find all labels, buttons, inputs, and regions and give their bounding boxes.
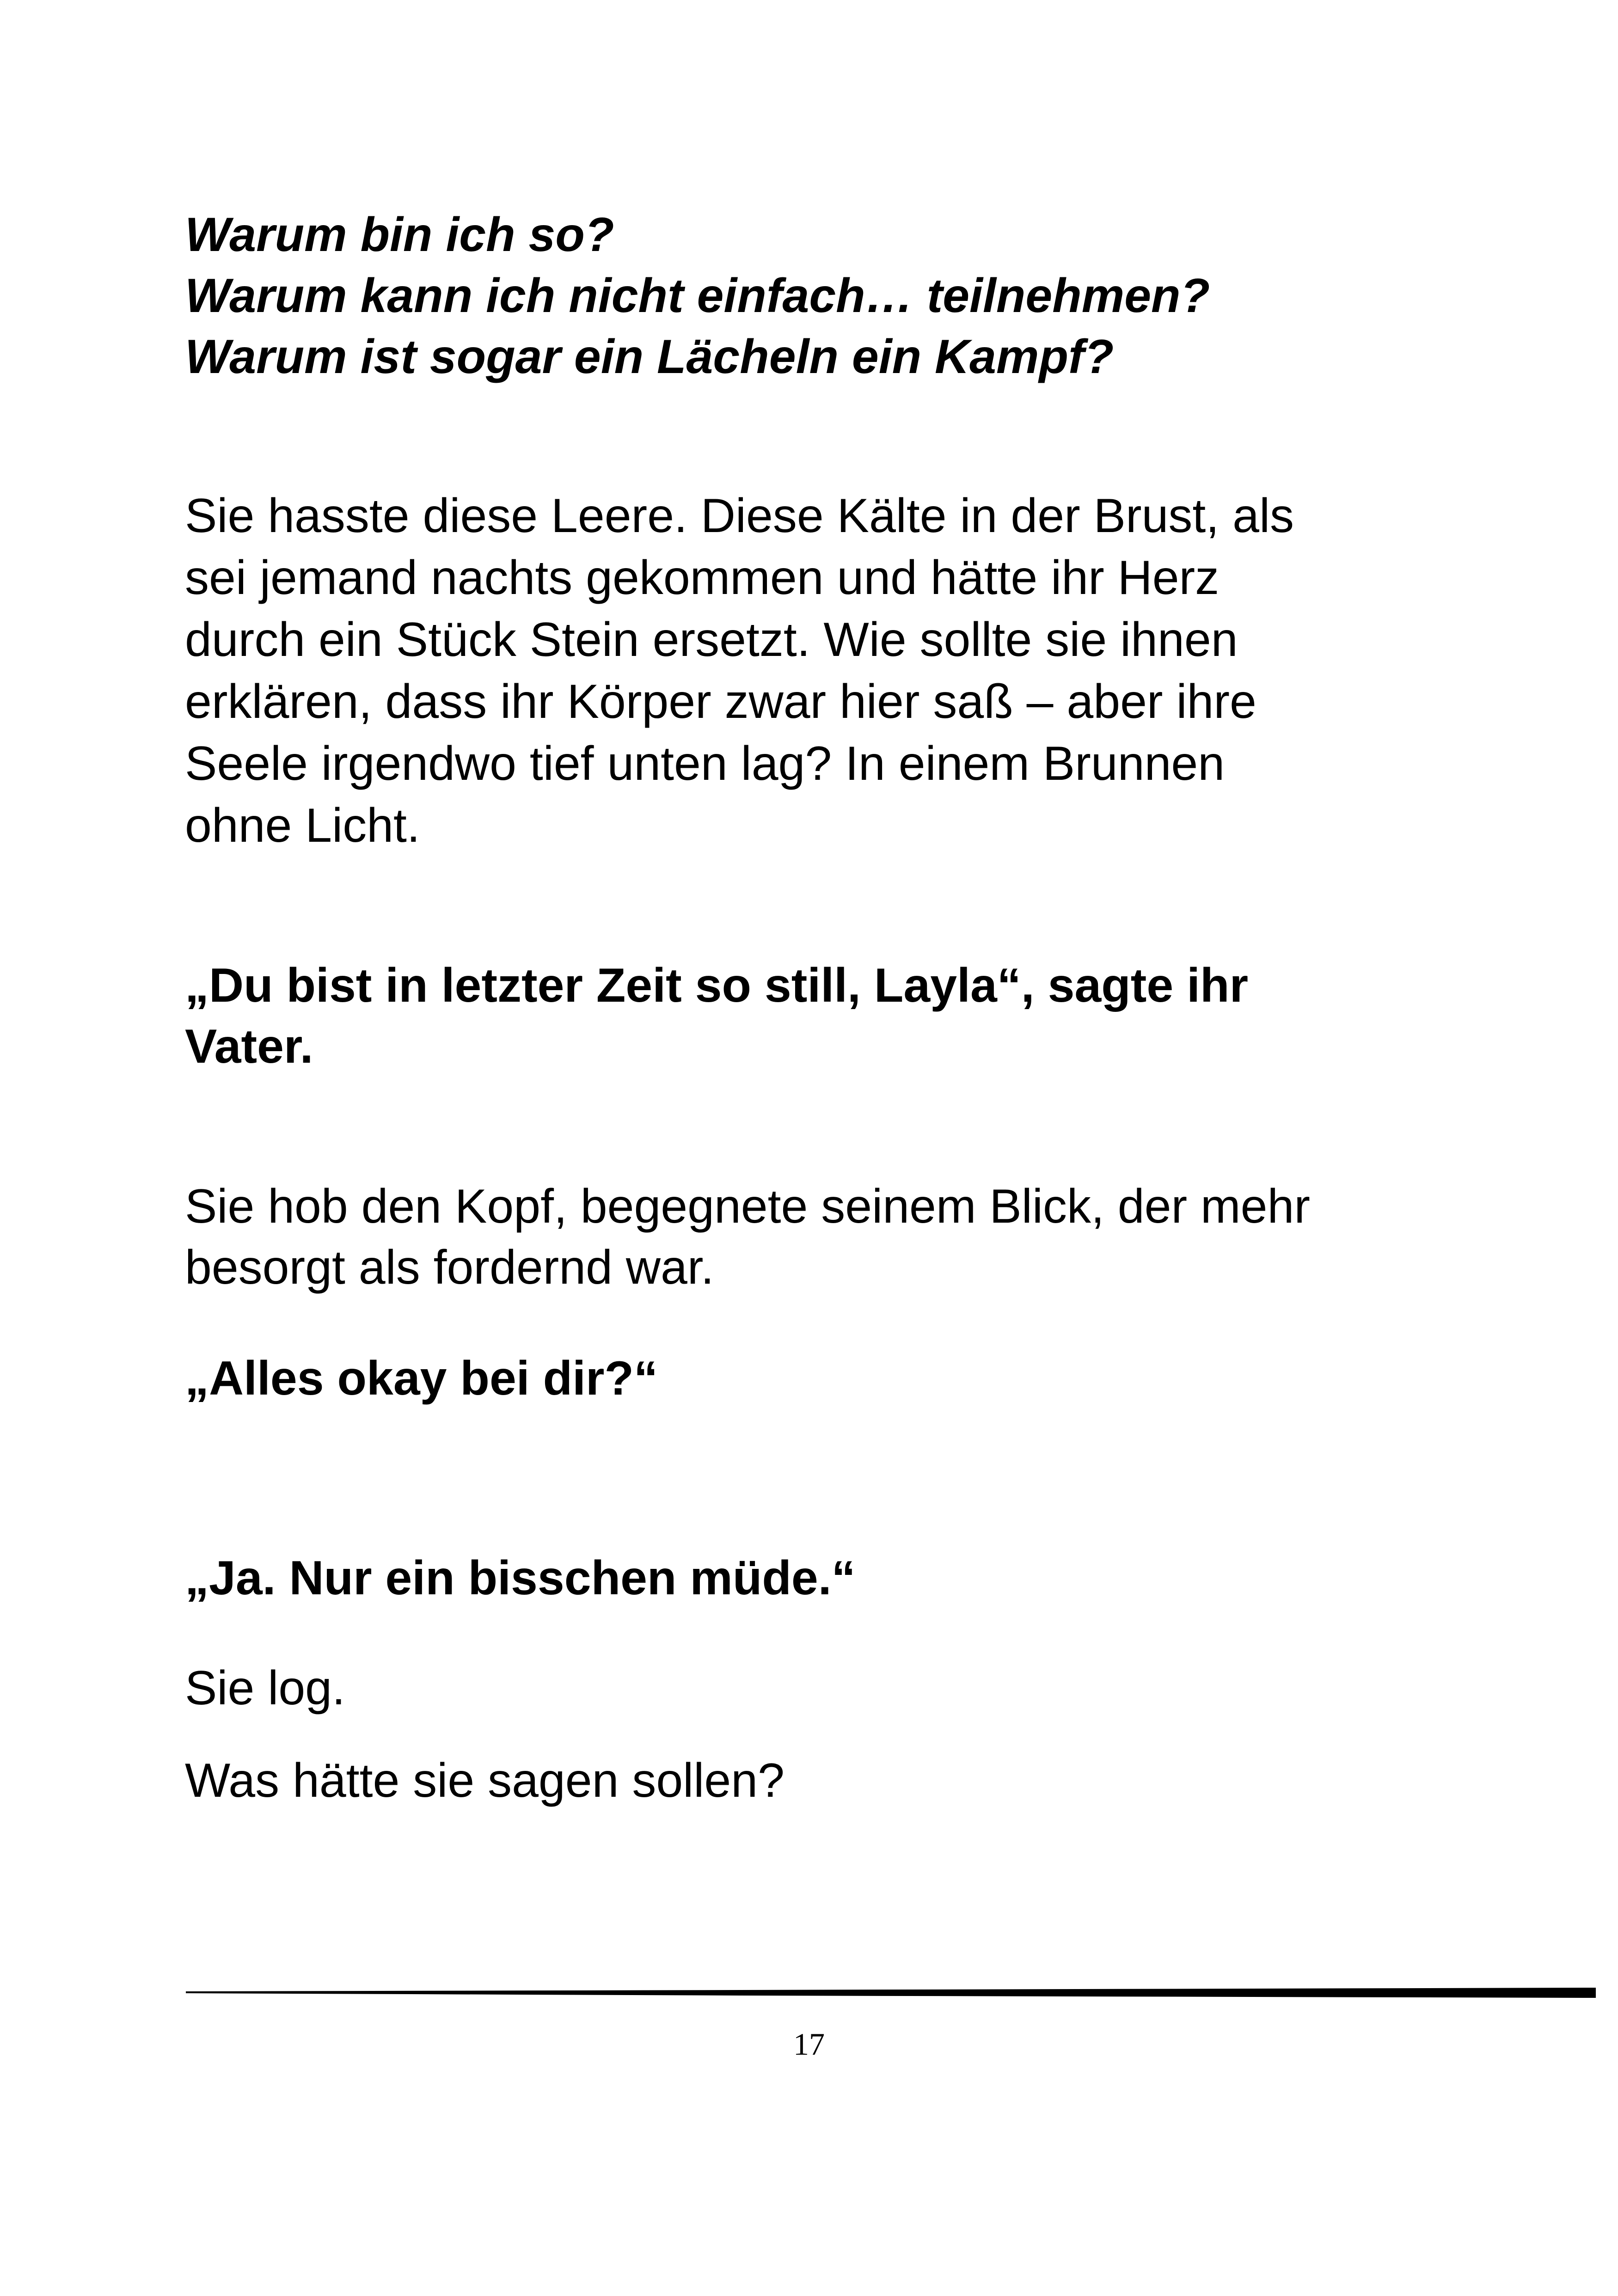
- dialogue-line: „Ja. Nur ein bisschen müde.“: [185, 1551, 856, 1605]
- closing-line: Sie log.: [185, 1661, 345, 1715]
- question-line: Warum kann ich nicht einfach… teilnehmen?: [185, 269, 1210, 323]
- paragraph-line: besorgt als fordernd war.: [185, 1241, 714, 1294]
- paragraph-line: Sie hasste diese Leere. Diese Kälte in der Brust, als: [185, 489, 1294, 543]
- dialogue-line: Vater.: [185, 1020, 313, 1073]
- paragraph-line: sei jemand nachts gekommen und hätte ihr Herz: [185, 551, 1220, 605]
- page-number: 17: [793, 2027, 825, 2062]
- paragraph-line: ohne Licht.: [185, 799, 420, 852]
- paragraph-line: durch ein Stück Stein ersetzt. Wie sollte sie ihnen: [185, 613, 1238, 667]
- dialogue-line: „Alles okay bei dir?“: [185, 1352, 658, 1405]
- dialogue-line: „Du bist in letzter Zeit so still, Layla“, sagte ihr: [185, 959, 1249, 1012]
- question-line: Warum ist sogar ein Lächeln ein Kampf?: [185, 330, 1114, 384]
- question-line: Warum bin ich so?: [185, 208, 614, 262]
- paragraph-line: Sie hob den Kopf, begegnete seinem Blick, der mehr: [185, 1180, 1310, 1233]
- closing-line: Was hätte sie sagen sollen?: [185, 1754, 784, 1807]
- paragraph-line: Seele irgendwo tief unten lag? In einem Brunnen: [185, 737, 1225, 790]
- footer-divider: [186, 1988, 1596, 1998]
- paragraph-line: erklären, dass ihr Körper zwar hier saß – aber ihre: [185, 675, 1256, 729]
